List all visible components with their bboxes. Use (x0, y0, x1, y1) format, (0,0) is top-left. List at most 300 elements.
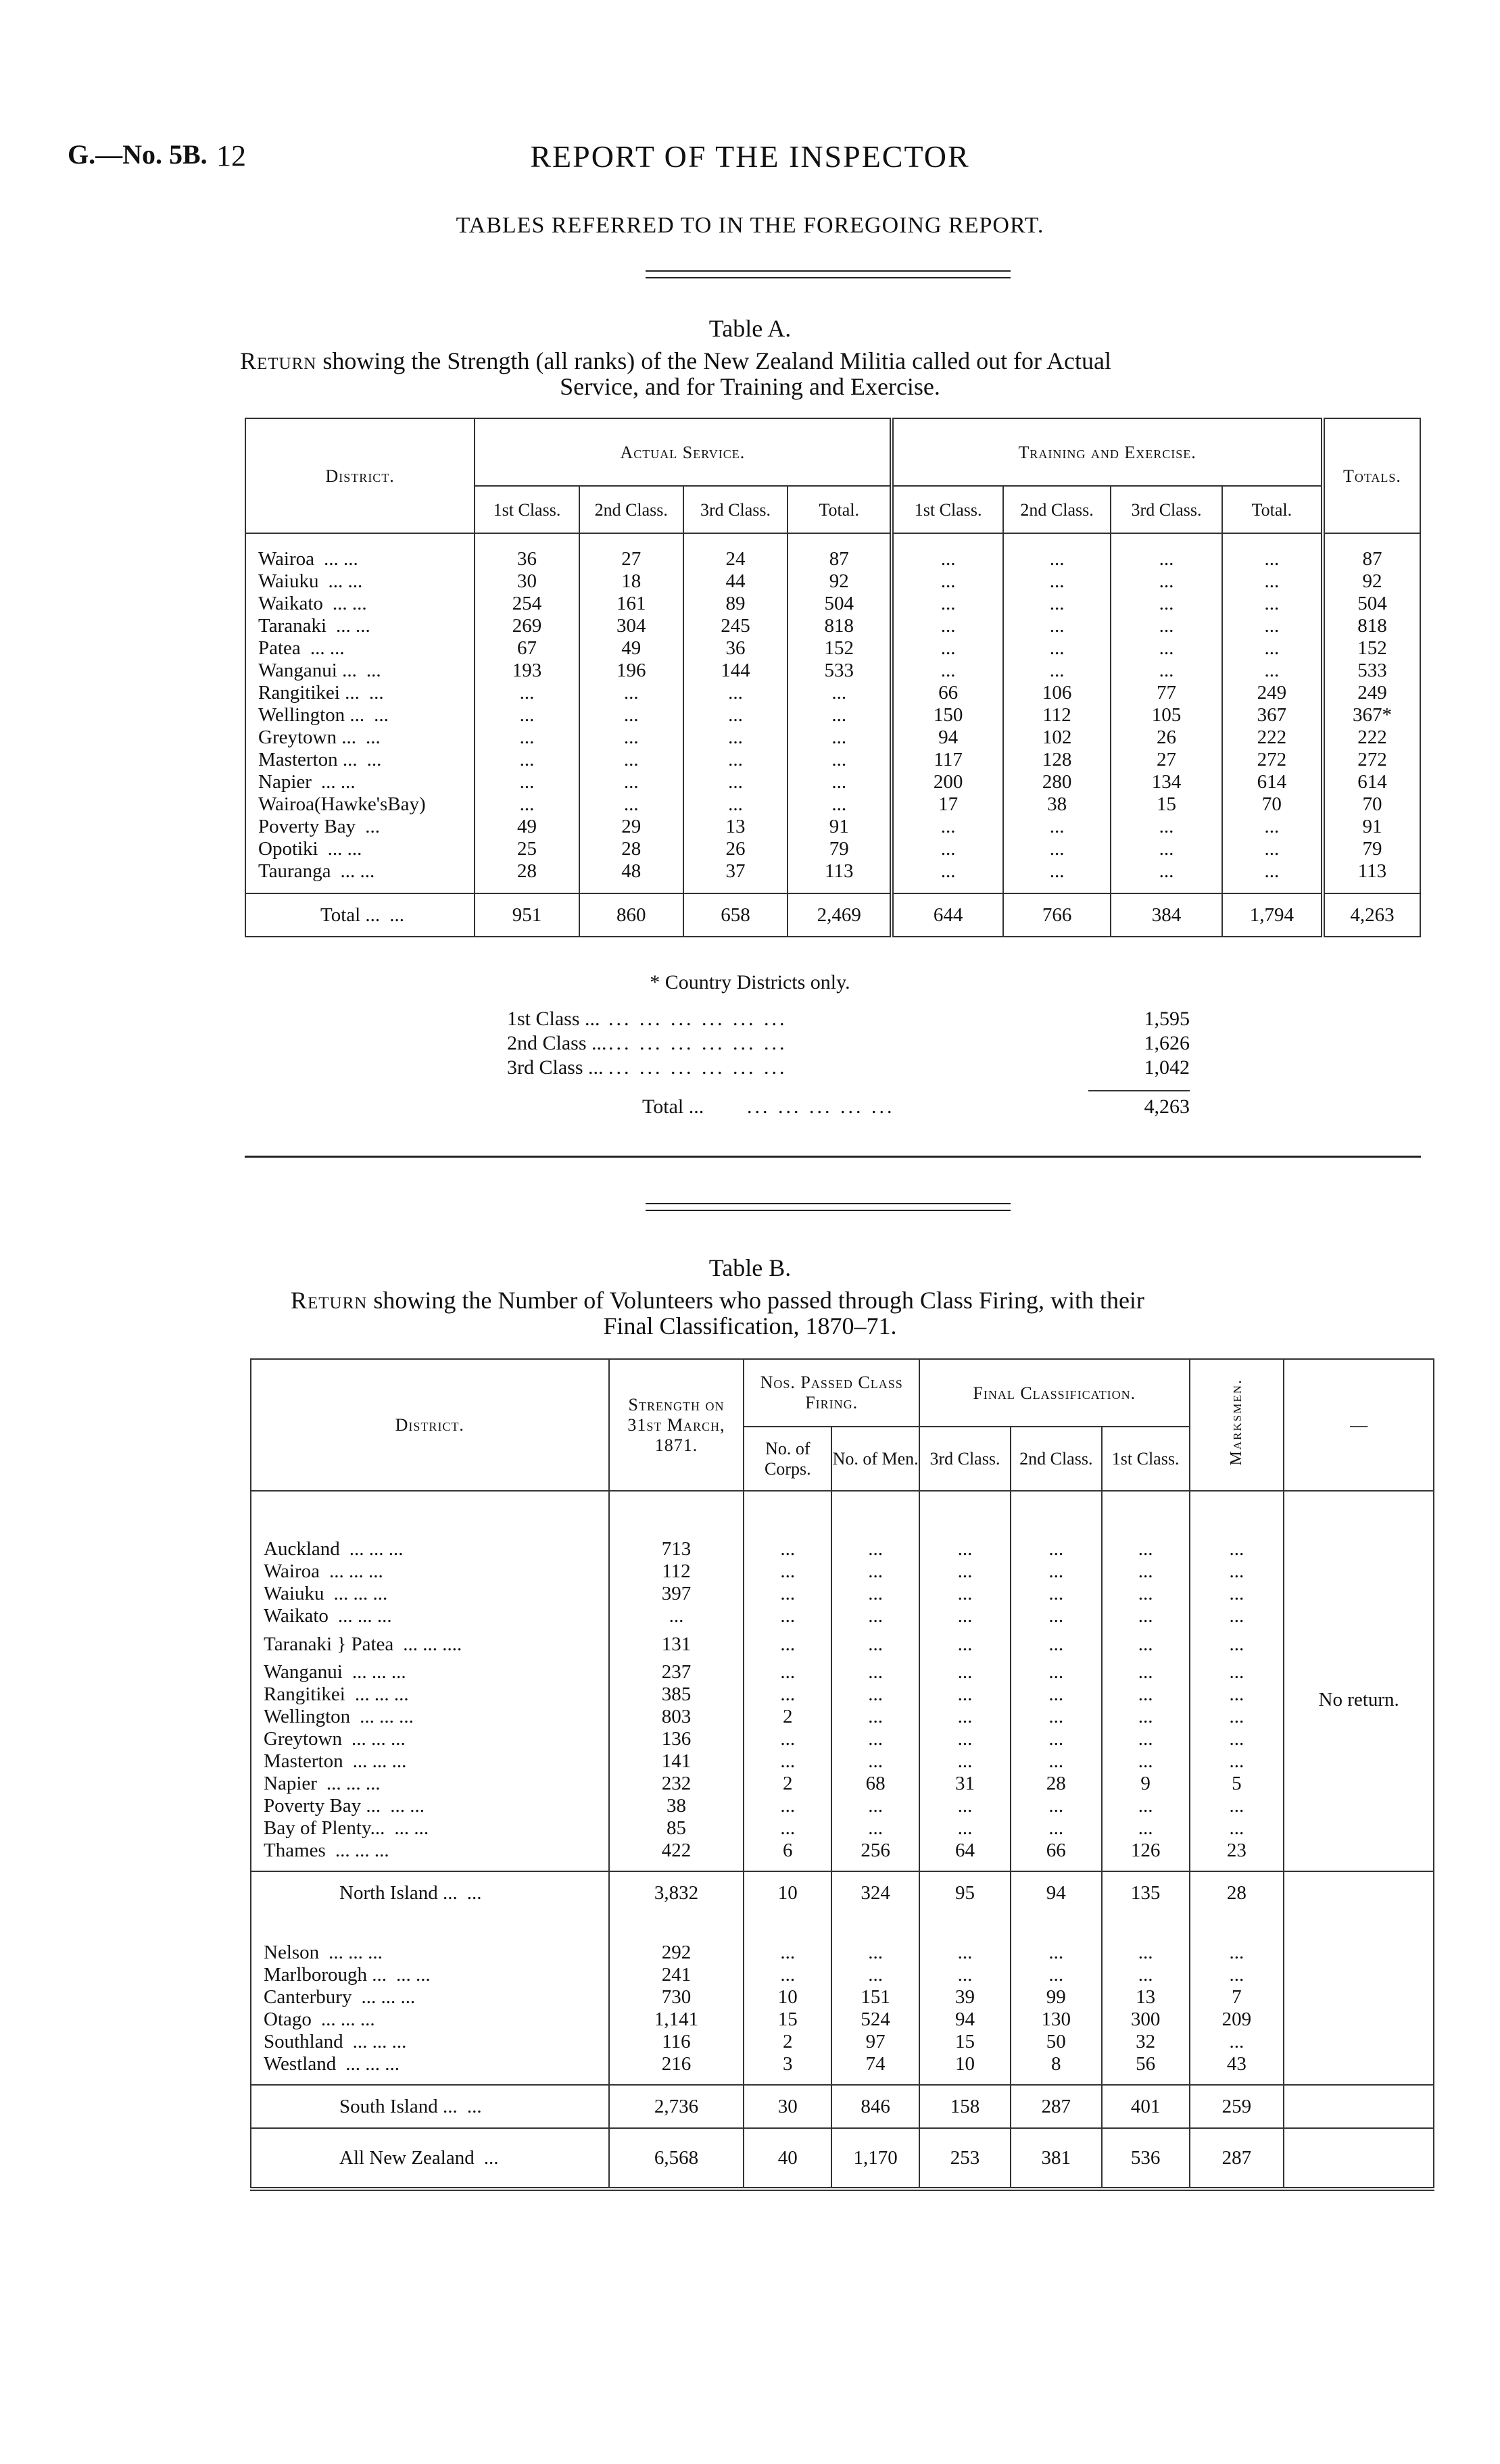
table-row (251, 2053, 1434, 2075)
table-cell: ... (1190, 1583, 1284, 1605)
district-name: Greytown ... (258, 726, 356, 748)
table-cell: ... (579, 793, 683, 816)
district-cell (245, 749, 475, 771)
summary-total-dots: ... ... ... ... ... (747, 1095, 895, 1118)
table-cell: 644 (892, 893, 1003, 937)
leader-dots: ... ... ... (354, 1683, 409, 1705)
table-a-bottom-rule (245, 1156, 1421, 1158)
district-cell (251, 2031, 609, 2053)
table-cell: 860 (579, 893, 683, 937)
table-row (251, 1683, 1434, 1706)
table-row (245, 749, 1420, 771)
district-name: Thames (264, 1840, 326, 1861)
table-cell: 152 (1357, 637, 1387, 659)
spacer-cell (1003, 533, 1111, 548)
table-cell: ... (892, 660, 1003, 682)
district-name: Rangitikei ... (258, 682, 360, 704)
table-cell: 292 (609, 1942, 744, 1964)
spacer-cell (1222, 883, 1323, 893)
table-cell: 136 (609, 1728, 744, 1750)
table-cell: ... (1190, 1538, 1284, 1560)
table-cell: ... (831, 1795, 919, 1817)
table-cell: 87 (1362, 548, 1382, 570)
table-cell: ... (1222, 548, 1323, 570)
leader-dots: ... (366, 660, 381, 681)
page-subtitle: TABLES REFERRED TO IN THE FOREGOING REPORT. (456, 213, 1044, 238)
empty-cell (1284, 1986, 1434, 2009)
table-cell: ... (1102, 1683, 1190, 1706)
district-name: South Island ... (339, 2095, 458, 2117)
table-cell: 49 (579, 637, 683, 660)
table-row (245, 570, 1420, 593)
table-cell: ... (1190, 1728, 1284, 1750)
table-cell: 2,736 (609, 2085, 744, 2128)
table-cell: ... (831, 1817, 919, 1840)
spacer-cell (919, 2075, 1011, 2085)
total-row (245, 893, 1420, 937)
spacer-cell (1003, 883, 1111, 893)
spacer-cell (1102, 1491, 1190, 1538)
table-cell: ... (1003, 570, 1111, 593)
spacer-cell (1011, 1862, 1102, 1871)
table-cell: ... (788, 704, 892, 726)
district-name: Taranaki } Patea (264, 1633, 394, 1655)
table-cell: ... (919, 1583, 1011, 1605)
table-cell: ... (1190, 1661, 1284, 1683)
spacer-cell (683, 883, 788, 893)
leader-dots: ... ... ... (352, 1750, 407, 1772)
leader-dots: ... (368, 682, 384, 704)
table-b-desc-lead: Return (291, 1287, 368, 1314)
district-cell (251, 2053, 609, 2075)
table-cell: ... (919, 1795, 1011, 1817)
table-row (245, 838, 1420, 860)
table-cell: 66 (1011, 1840, 1102, 1862)
table-cell: 64 (919, 1840, 1011, 1862)
table-cell: 259 (1190, 2085, 1284, 2128)
table-a-caption: Table A. (708, 315, 792, 342)
table-cell: ... (919, 1538, 1011, 1560)
table-cell: ... (475, 704, 579, 726)
spacer-cell (609, 2075, 744, 2085)
spacer-row (245, 533, 1420, 548)
district-name: Poverty Bay (258, 816, 356, 837)
leader-dots: ... ... (332, 593, 367, 614)
table-cell: ... (1011, 1683, 1102, 1706)
table-cell: 95 (919, 1871, 1011, 1915)
empty-cell (1284, 2085, 1434, 2128)
table-cell: 26 (1111, 726, 1222, 749)
table-row (245, 615, 1420, 637)
table-cell: ... (683, 749, 788, 771)
table-cell: ... (475, 771, 579, 793)
table-cell: ... (788, 771, 892, 793)
table-cell: 74 (831, 2053, 919, 2075)
table-b (250, 1358, 1434, 2191)
subheader: Total. (1222, 486, 1323, 533)
table-cell: 381 (1011, 2128, 1102, 2189)
empty-cell (1284, 2053, 1434, 2075)
table-a-desc-lead: Return (240, 347, 317, 374)
table-cell: 237 (609, 1661, 744, 1683)
table-cell: ... (1003, 660, 1111, 682)
spacer-cell (1011, 1491, 1102, 1538)
table-cell: ... (744, 1728, 831, 1750)
table-cell: ... (1102, 1750, 1190, 1773)
leader-dots: ... (483, 2146, 499, 2169)
spacer-cell (475, 533, 579, 548)
leader-dots: ... ... ... (326, 1773, 381, 1794)
spacer-row (251, 1491, 1434, 1538)
leader-dots: ... ... ... ... ... ... (608, 1056, 788, 1079)
col-district-header: District. (245, 418, 475, 533)
table-row (245, 726, 1420, 749)
spacer-cell (1190, 1491, 1284, 1538)
page-number: 12 (216, 139, 246, 172)
leader-dots: ... ... ... (337, 1605, 392, 1627)
table-cell: ... (892, 838, 1003, 860)
table-cell: 130 (1011, 2009, 1102, 2031)
table-cell: ... (1011, 1661, 1102, 1683)
table-cell: ... (1102, 1583, 1190, 1605)
table-cell: ... (683, 793, 788, 816)
spacer-cell (251, 1491, 609, 1538)
leader-dots: ... (466, 2095, 482, 2117)
spacer-cell (1323, 533, 1420, 548)
col-training-header: Training and Exercise. (892, 418, 1323, 486)
south-island-total-row (251, 2085, 1434, 2128)
spacer-cell (1284, 1915, 1434, 1942)
district-cell (245, 570, 475, 593)
leader-dots: ... ... ... (329, 1560, 383, 1582)
table-cell: 28 (579, 838, 683, 860)
subheader: 1st Class. (1102, 1427, 1190, 1491)
summary-label: 2nd Class ... (507, 1032, 607, 1054)
table-cell: ... (609, 1605, 744, 1627)
district-name: Rangitikei (264, 1683, 345, 1705)
table-cell: ... (1102, 1728, 1190, 1750)
table-cell: ... (1102, 1538, 1190, 1560)
table-cell: ... (1102, 1817, 1190, 1840)
leader-dots: ... ... ... (333, 1583, 388, 1604)
table-cell: ... (1111, 838, 1222, 860)
table-cell: ... (1222, 838, 1323, 860)
table-row (245, 682, 1420, 704)
table-cell: ... (831, 1964, 919, 1986)
table-cell: 68 (831, 1773, 919, 1795)
table-cell: ... (919, 1942, 1011, 1964)
table-cell: 85 (609, 1817, 744, 1840)
district-cell (251, 1840, 609, 1862)
table-cell: 43 (1190, 2053, 1284, 2075)
table-cell: 193 (475, 660, 579, 682)
table-cell: ... (1102, 1560, 1190, 1583)
table-cell: 200 (892, 771, 1003, 793)
table-cell: 222 (1357, 726, 1387, 748)
district-cell (251, 1942, 609, 1964)
table-cell: ... (1011, 1706, 1102, 1728)
table-cell: ... (1222, 637, 1323, 660)
district-cell (245, 860, 475, 883)
table-cell: ... (1190, 1750, 1284, 1773)
table-cell: ... (831, 1627, 919, 1661)
table-b-desc-line1: showing the Number of Volunteers who passed through Class Firing, with their (373, 1287, 1144, 1314)
district-name: North Island ... (339, 1882, 458, 1904)
district-cell (245, 726, 475, 749)
leader-dots: ... ... (336, 615, 370, 637)
district-name: Wairoa (258, 548, 315, 570)
leader-dots: ... ... ... ... ... ... (608, 1032, 788, 1054)
district-cell (251, 2085, 609, 2128)
table-cell: 144 (683, 660, 788, 682)
district-name: Otago (264, 2009, 312, 2030)
spacer-cell (683, 533, 788, 548)
col-actual-service-header: Actual Service. (475, 418, 892, 486)
table-cell: ... (1102, 1605, 1190, 1627)
district-name: Greytown (264, 1728, 342, 1750)
spacer-cell (251, 1862, 609, 1871)
col-district-header: District. (251, 1359, 609, 1491)
district-name: Napier (258, 771, 312, 793)
table-cell: 287 (1011, 2085, 1102, 2128)
table-cell: 36 (475, 548, 579, 570)
table-cell: 15 (919, 2031, 1011, 2053)
table-a (245, 418, 1421, 937)
table-cell: 713 (609, 1538, 744, 1560)
spacer-cell (1190, 1862, 1284, 1871)
leader-dots: ... ... (396, 1964, 431, 1986)
district-cell (245, 682, 475, 704)
table-cell: ... (1011, 1795, 1102, 1817)
table-cell: 1,141 (609, 2009, 744, 2031)
district-name: Westland (264, 2053, 337, 2075)
table-cell: 4,263 (1323, 893, 1420, 937)
table-cell: ... (744, 1964, 831, 1986)
district-cell (245, 660, 475, 682)
table-cell: 117 (892, 749, 1003, 771)
table-cell: 128 (1003, 749, 1111, 771)
empty-cell (1284, 1942, 1434, 1964)
table-row (251, 1605, 1434, 1627)
table-cell: ... (1222, 860, 1323, 883)
table-cell: ... (1222, 593, 1323, 615)
leader-dots: ... ... ... (335, 1840, 389, 1861)
table-cell: 38 (609, 1795, 744, 1817)
table-cell: ... (1190, 1964, 1284, 1986)
district-cell (251, 1964, 609, 1986)
table-row (245, 793, 1420, 816)
table-cell: 134 (1111, 771, 1222, 793)
table-cell: 216 (609, 2053, 744, 2075)
table-row (251, 1840, 1434, 1862)
table-cell: ... (831, 1583, 919, 1605)
table-cell: 70 (1222, 793, 1323, 816)
district-name: Wellington ... (258, 704, 365, 726)
table-cell: ... (1111, 816, 1222, 838)
spacer-cell (245, 533, 475, 548)
table-cell: 614 (1222, 771, 1323, 793)
spacer-row (245, 883, 1420, 893)
table-cell: 91 (1362, 816, 1382, 837)
spacer-cell (919, 1915, 1011, 1942)
district-cell (251, 1871, 609, 1915)
table-cell: 102 (1003, 726, 1111, 749)
district-cell (251, 1538, 609, 1560)
table-cell: 1,170 (831, 2128, 919, 2189)
table-cell: 113 (788, 860, 892, 883)
table-cell: 6,568 (609, 2128, 744, 2189)
table-cell: 28 (475, 860, 579, 883)
district-cell (245, 771, 475, 793)
table-cell: ... (579, 749, 683, 771)
district-name: Canterbury (264, 1986, 352, 2008)
district-name: Wairoa(Hawke'sBay) (258, 793, 426, 815)
table-cell: 3 (744, 2053, 831, 2075)
table-cell: 17 (892, 793, 1003, 816)
table-cell: ... (1102, 1942, 1190, 1964)
district-cell (251, 1583, 609, 1605)
subheader: No. of Corps. (744, 1427, 831, 1491)
spacer-cell (1011, 2075, 1102, 2085)
table-cell: 40 (744, 2128, 831, 2189)
district-cell (251, 1627, 609, 1661)
empty-cell (1284, 2009, 1434, 2031)
table-cell: ... (744, 1605, 831, 1627)
district-name: Wanganui (264, 1661, 343, 1683)
table-cell: 6 (744, 1840, 831, 1862)
table-cell: 196 (579, 660, 683, 682)
table-cell: ... (1011, 1605, 1102, 1627)
table-cell: 36 (683, 637, 788, 660)
leader-dots: ... (365, 816, 380, 837)
table-cell: 39 (919, 1986, 1011, 2009)
table-cell: ... (1011, 1964, 1102, 1986)
table-cell: ... (831, 1683, 919, 1706)
table-cell: 27 (1111, 749, 1222, 771)
table-cell: ... (919, 1683, 1011, 1706)
district-cell (245, 838, 475, 860)
summary-rule (1088, 1090, 1190, 1091)
spacer-cell (831, 2075, 919, 2085)
district-name: Opotiki (258, 838, 318, 860)
district-cell (251, 1986, 609, 2009)
spacer-cell (579, 883, 683, 893)
table-cell: 141 (609, 1750, 744, 1773)
table-cell: 280 (1003, 771, 1111, 793)
table-cell: 105 (1111, 704, 1222, 726)
table-row (245, 660, 1420, 682)
table-cell: ... (744, 1627, 831, 1661)
subheader: 3rd Class. (919, 1427, 1011, 1491)
table-cell: 951 (475, 893, 579, 937)
table-cell: ... (683, 726, 788, 749)
table-cell: ... (1222, 660, 1323, 682)
subheader: 3rd Class. (683, 486, 788, 533)
table-cell: 13 (1102, 1986, 1190, 2009)
district-name: All New Zealand (339, 2146, 475, 2169)
table-cell: 8 (1011, 2053, 1102, 2075)
table-cell: ... (1011, 1627, 1102, 1661)
spacer-cell (919, 1862, 1011, 1871)
table-cell: ... (475, 749, 579, 771)
leader-dots: ... ... ... (352, 2031, 407, 2052)
table-cell: ... (1111, 548, 1222, 570)
leader-dots: ... ... (320, 771, 356, 793)
table-cell: 29 (579, 816, 683, 838)
leader-dots: ... ... ... (320, 2009, 375, 2030)
district-name: Poverty Bay ... (264, 1795, 381, 1817)
spacer-cell (744, 1491, 831, 1538)
empty-cell (1284, 2031, 1434, 2053)
table-cell: 272 (1222, 749, 1323, 771)
table-cell: ... (1190, 1942, 1284, 1964)
district-cell (245, 548, 475, 570)
subheader: 1st Class. (475, 486, 579, 533)
table-cell: 44 (683, 570, 788, 593)
table-cell: 533 (1357, 660, 1387, 681)
table-cell: 287 (1190, 2128, 1284, 2189)
table-row (245, 860, 1420, 883)
table-cell: 56 (1102, 2053, 1190, 2075)
table-cell: ... (1003, 548, 1111, 570)
table-cell: 269 (475, 615, 579, 637)
table-b-desc-line2: Final Classification, 1870–71. (603, 1312, 897, 1339)
table-row (251, 1728, 1434, 1750)
leader-dots: ... (365, 726, 381, 748)
district-name: Wellington (264, 1706, 351, 1727)
table-cell: 92 (1362, 570, 1382, 592)
col-marksmen-header (1190, 1359, 1284, 1491)
table-cell: 38 (1003, 793, 1111, 816)
table-cell: ... (1011, 1942, 1102, 1964)
table-cell: ... (892, 593, 1003, 615)
table-cell: 614 (1357, 771, 1387, 793)
spacer-cell (744, 1862, 831, 1871)
subheader: Total. (788, 486, 892, 533)
table-cell: ... (1102, 1627, 1190, 1661)
table-cell: 106 (1003, 682, 1111, 704)
spacer-cell (919, 1491, 1011, 1538)
district-cell (245, 816, 475, 838)
table-cell: ... (1190, 1683, 1284, 1706)
table-cell: 89 (683, 593, 788, 615)
district-name: Waikato (258, 593, 323, 614)
district-name: Total ... (320, 904, 381, 926)
district-cell (251, 1605, 609, 1627)
spacer-cell (831, 1491, 919, 1538)
page-title: REPORT OF THE INSPECTOR (530, 139, 970, 174)
leader-dots: ... ... ... (352, 1661, 406, 1683)
summary-total-value: 4,263 (1144, 1095, 1190, 1118)
table-cell: ... (831, 1661, 919, 1683)
table-row (251, 1986, 1434, 2009)
table-row (251, 2009, 1434, 2031)
table-cell: 3,832 (609, 1871, 744, 1915)
district-cell (251, 1661, 609, 1683)
summary-total-label: Total ... (642, 1095, 704, 1118)
table-cell: ... (1011, 1750, 1102, 1773)
section-divider (646, 270, 1011, 278)
table-cell: 135 (1102, 1871, 1190, 1915)
table-row (245, 637, 1420, 660)
table-cell: ... (831, 1560, 919, 1583)
subheader: 1st Class. (892, 486, 1003, 533)
table-cell: 112 (1003, 704, 1111, 726)
table-cell: 77 (1111, 682, 1222, 704)
table-cell: 766 (1003, 893, 1111, 937)
spacer-cell (609, 1862, 744, 1871)
table-cell: 5 (1190, 1773, 1284, 1795)
